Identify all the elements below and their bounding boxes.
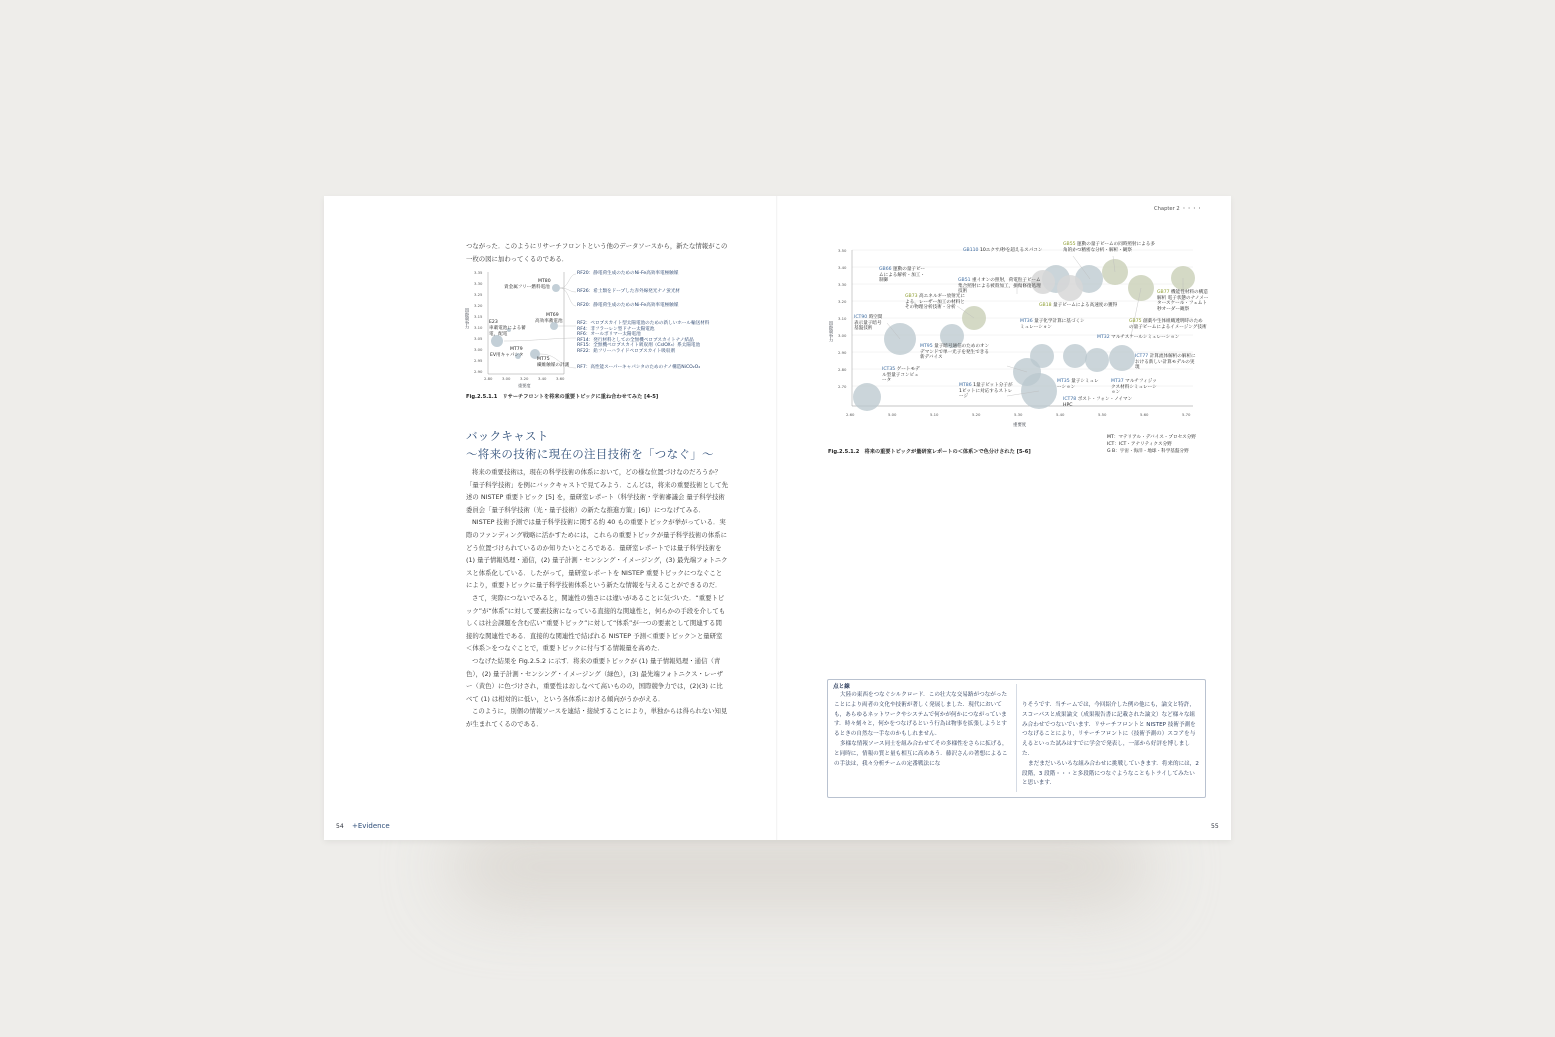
- figure-1-caption: Fig.2.5.1.1 リサーチフロントを将来の重要トピックに重ね合わせてみた [4-5]: [466, 394, 659, 400]
- body-paragraph: このように，別個の情報ソースを連結・接続することにより，単独からは得られない知見が生まれてくるのである．: [466, 707, 728, 728]
- figure-2: [827, 242, 1209, 436]
- section-subheading: 〜将来の技術に現在の注目技術を「つなぐ」〜: [466, 447, 714, 461]
- fig2-xtick: 5.40: [1056, 412, 1065, 417]
- page-gutter: [776, 196, 778, 840]
- brand-name: +Evidence: [352, 822, 390, 830]
- legend-item: ICT：ICT・アナリティクス分野: [1107, 441, 1172, 447]
- topic-label: MT32 マルチスケールシミュレーション: [1097, 335, 1180, 340]
- fig1-ytick: 2.95: [474, 358, 483, 363]
- rf-label: RF7：高性能スーパーキャパシタのためのナノ構造NiCO₂O₄: [577, 365, 701, 370]
- fig1-xtick: 3.40: [538, 376, 547, 381]
- fig1-xtick: 3.20: [520, 376, 529, 381]
- fig2-ytick: 3.50: [838, 248, 847, 253]
- topic-label: MT37 マルチフィジックス材料シミュレーション: [1111, 379, 1157, 395]
- rf-label: RF15：全無機ペロブスカイト吸収剤（CsIOX₃）系太陽電池: [577, 343, 701, 348]
- fig2-xtick: 5.50: [1098, 412, 1107, 417]
- chapter-header: Chapter 2 ・・・・: [1154, 206, 1203, 212]
- column-title: 点と線: [833, 684, 850, 690]
- topic-label: MT36 量子化学計算に基づくシミュレーション: [1020, 319, 1085, 330]
- bubble-label: MT80: [538, 279, 551, 284]
- rf-label: RF6：オールポリマー太陽電池: [577, 332, 641, 337]
- bubble-label: MT69: [546, 313, 559, 318]
- topic-label: GB75 創薬や生体組織透明時のための量子ビームによるイメージング技術: [1129, 319, 1207, 330]
- body-paragraph: NISTEP 技術予測では量子科学技術に関する約 40 もの重要トピックが挙がっている．実際のファンディング戦略に活かすためには，これらの重要トピックが量子科学技術の体系にどう位置づけられているのか知りたいところである．量研室レポートでは量子科学技術を (1) 量子情報処理・通信，(2) 量子計測・センシング・イメージング，(3) 最先端フォトニクスと体系化している．したがって，量研室レポートを NISTEP 重要トピックにつなぐことにより，重要トピックに量子科学技術体系という新たな情報を与えることができるのだ．: [466, 518, 728, 590]
- topic-label: GB18 量子ビームによる高速度の獲得: [1039, 303, 1118, 308]
- rf-label: RF2：ペロブスカイト型太陽電池のための新しいホール輸送材料: [577, 321, 710, 326]
- fig1-ytick: 3.25: [474, 292, 483, 297]
- figure-2-caption: Fig.2.5.1.2 将来の重要トピックが量研室レポートの＜体系＞で色分けされた [5-6]: [828, 449, 1031, 455]
- bubble-label: E23: [489, 320, 498, 325]
- right-page-number: 55: [1211, 823, 1219, 830]
- body-paragraph: さて，実際につないでみると，関連性の強さには違いがあることに気づいた．“重要トピック”が“体系”に対して要素技術になっている直接的な関連性と，何らかの手段を介してもしくは社会課題を含む広い“重要トピック”に対して“体系”が一つの要素として関連する間接的な関連性である．直接的な関連性で結ばれる NISTEP 予測＜重要トピック＞と量研室＜体系＞をつなぐことで，重要トピックに付与する情報量を高めた．: [466, 593, 726, 653]
- column-left: [834, 691, 1012, 769]
- column-divider: [1016, 684, 1017, 792]
- fig2-xtick: 5.70: [1182, 412, 1191, 417]
- fig1-ytick: 3.15: [474, 314, 483, 319]
- body-paragraph: 将来の重要技術は，現在の科学技術の体系において，どの様な位置づけなのだろうか？「量子科学技術」を例にバックキャストで見てみよう．こんどは，将来の重要技術として先述の NISTEP 重要トピック [5] を，量研室レポート（科学技術・学術審議会 量子科学技術委員会「量子科学技術（光・量子技術）の新たな推進方策」[6]）につなげてみる．: [466, 468, 729, 514]
- fig1-xlabel: 重要度: [518, 383, 531, 388]
- fig2-ytick: 2.90: [838, 350, 847, 355]
- column-paragraph: まだまだいろいろな組み合わせに挑戦していきます．将来的には，2 段階，3 段階・・・と多段階につなぐようなこともトライしてみたいと思います．: [1022, 760, 1199, 787]
- topic-label: MT35 量子シミュレーション: [1057, 379, 1099, 390]
- topic-label: GB51 重イオンの照射，荷電粒子ビーム集合照射による被殻加工，損傷修復処理技術: [958, 278, 1041, 294]
- body-paragraph: つなげた結果を Fig.2.5.2 に示す．将来の重要トピックが (1) 量子情報処理・通信（青色），(2) 量子計測・センシング・イメージング（緑色），(3) 最先端フォトニクス・レーザー（黄色）に色づけされ，重要性はおしなべて高いものの，国際競争力では，(2)(3) に比べて (1) は相対的に低い，という各体系における傾向がうかがえる．: [466, 656, 724, 703]
- magazine-spread: [324, 196, 1231, 840]
- fig2-ytick: 3.40: [838, 265, 847, 270]
- rf-label: RF22：鉛フリーハライドペロブスカイト吸収剤: [577, 348, 676, 354]
- fig2-ytick: 3.10: [838, 316, 847, 321]
- topic-label: MT86 1量子ビット分子が1ビットに対応するストレージ: [959, 383, 1013, 399]
- topic-label: ICT78 ポスト・フォン・ノイマン HPC: [1063, 397, 1133, 408]
- fig1-xtick: 3.00: [502, 376, 511, 381]
- topic-label: ICT35 ゲートモデル型量子コンピュータ: [882, 367, 920, 383]
- fig2-ytick: 3.00: [838, 333, 847, 338]
- bubble-label: MT79: [510, 347, 523, 352]
- column-right: [1022, 701, 1200, 789]
- bubble-label: 繊維触媒の計測: [537, 363, 570, 368]
- left-page-number: 54: [336, 823, 344, 830]
- fig1-ylabel: 国際競争力: [465, 308, 470, 329]
- column-paragraph: 多様な情報ソース同士を組み合わせてその多様性をさらに拡げる，と同時に，情報の質と量も相互に高めあう．藤沢さんの著想によるこの手法は，我々分析チームの定番戦法にな: [834, 740, 1008, 767]
- rf-label: RF14：発行材料としての全無機ペロブスカイトナノ結晶: [577, 337, 694, 343]
- book-shadow: [450, 832, 1150, 902]
- fig2-xtick: 5.30: [1014, 412, 1023, 417]
- section-heading: バックキャスト: [466, 429, 549, 443]
- fig2-xtick: 5.60: [1140, 412, 1149, 417]
- intro-paragraph: つながった．このようにリサーチフロントという他のデータソースから，新たな情報がこの一枚の図に加わってくるのである．: [466, 242, 728, 263]
- topic-label: GB55 運動の量子ビームの同時照射による多角的かつ精密な分析・解析・観察: [1063, 242, 1155, 253]
- rf-label: RF20：静電荷生成のためのNi-Fe高効率電極触媒: [577, 303, 679, 308]
- topic-label: ICT90 時空間表示量子暗号基盤技術: [854, 315, 883, 331]
- fig1-ytick: 2.90: [474, 369, 483, 374]
- fig1-ytick: 3.10: [474, 325, 483, 330]
- legend-item: MT：マテリアル・デバイス・プロセス分野: [1107, 435, 1196, 440]
- figure-1: [464, 268, 734, 398]
- fig2-xtick: 5.00: [888, 412, 897, 417]
- bubble-label: 車載電池による蓄電，配電: [489, 326, 526, 337]
- fig2-ytick: 2.80: [838, 367, 847, 372]
- topic-label: GB73 高エネルギー放射光による，レーザー加工の材料とその物理分析技術・分析: [905, 294, 965, 310]
- fig1-ytick: 3.05: [474, 336, 483, 341]
- bubble-label: EV用キャパシタ: [490, 353, 524, 358]
- rf-label: RF4：非フラーレン型ドナー太陽電池: [577, 326, 655, 332]
- fig1-ytick: 3.30: [474, 281, 483, 286]
- topic-label: GB66 運動の量子ビームによる解析・加工・制御: [879, 267, 926, 283]
- topic-label: GB77 機能性材料の構造解析 電子状態のナノメータースケール・フェムト秒オーダー観察: [1157, 290, 1209, 312]
- rf-label: RF20：静電荷生成のためのNi-Fe高効率電極触媒: [577, 271, 679, 276]
- main-body-text: [466, 466, 728, 730]
- fig2-ytick: 3.20: [838, 299, 847, 304]
- legend-item: G B：宇宙・海洋・地球・科学基盤分野: [1107, 448, 1189, 454]
- fig2-xtick: 5.20: [972, 412, 981, 417]
- fig2-ytick: 2.70: [838, 384, 847, 389]
- bubble-label: 貴金属フリー燃料電池: [504, 285, 550, 290]
- intro-text: [466, 240, 728, 265]
- topic-label: GB110 10エクサ/秒を超えるスパコン: [963, 248, 1043, 253]
- column-box: [827, 679, 1206, 798]
- fig1-ytick: 3.35: [474, 270, 483, 275]
- fig1-xtick: 2.80: [484, 376, 493, 381]
- topic-label: MT95 量子暗号通信のためのオンデマンドで単一光子を発生できる新デバイス: [920, 344, 990, 360]
- fig2-ylabel: 国際競争力: [829, 321, 834, 342]
- fig2-xtick: 5.10: [930, 412, 939, 417]
- rf-label: RF26：希土類をドープした赤外線発光ナノ蛍光材: [577, 289, 681, 294]
- fig1-ytick: 3.00: [474, 347, 483, 352]
- bubble-label: MT75: [537, 357, 550, 362]
- figure-2-legend: [1107, 435, 1196, 455]
- topic-label: ICT77 計算流体解析の解析における新しい計算モデルの実現: [1135, 354, 1196, 370]
- column-paragraph: 大陸の東西をつなぐシルクロード．この壮大な交易路がつながったことにより両者の文化や技術が著しく発展しました．現代においても，あらゆるネットワークやシステムで何かが何かにつながっています．時々刻々と，何かをつなげるという行為は物事を拡張しようとするときの自然な一手なのかもしれません．: [834, 692, 1008, 738]
- fig1-xtick: 3.60: [556, 376, 565, 381]
- fig1-ytick: 3.20: [474, 303, 483, 308]
- fig2-ytick: 3.30: [838, 282, 847, 287]
- bubble-label: 高効率蓄電池: [535, 319, 563, 324]
- column-paragraph: りそうです．当チームでは，今回紹介した例の他にも，論文と特許，スコーパスと成果論文（成果報告書に記載された論文）など様々な組み合わせでつないでいます．リサーチフロントと NISTEP 技術予測をつなげることにより，リサーチフロントに（技術予測の）スコアを与えるといった試みはすでに学会で発表し，一部から好評を博しました．: [1022, 702, 1196, 757]
- fig2-xlabel: 重要度: [1013, 423, 1027, 428]
- fig2-xtick: 2.60: [846, 412, 855, 417]
